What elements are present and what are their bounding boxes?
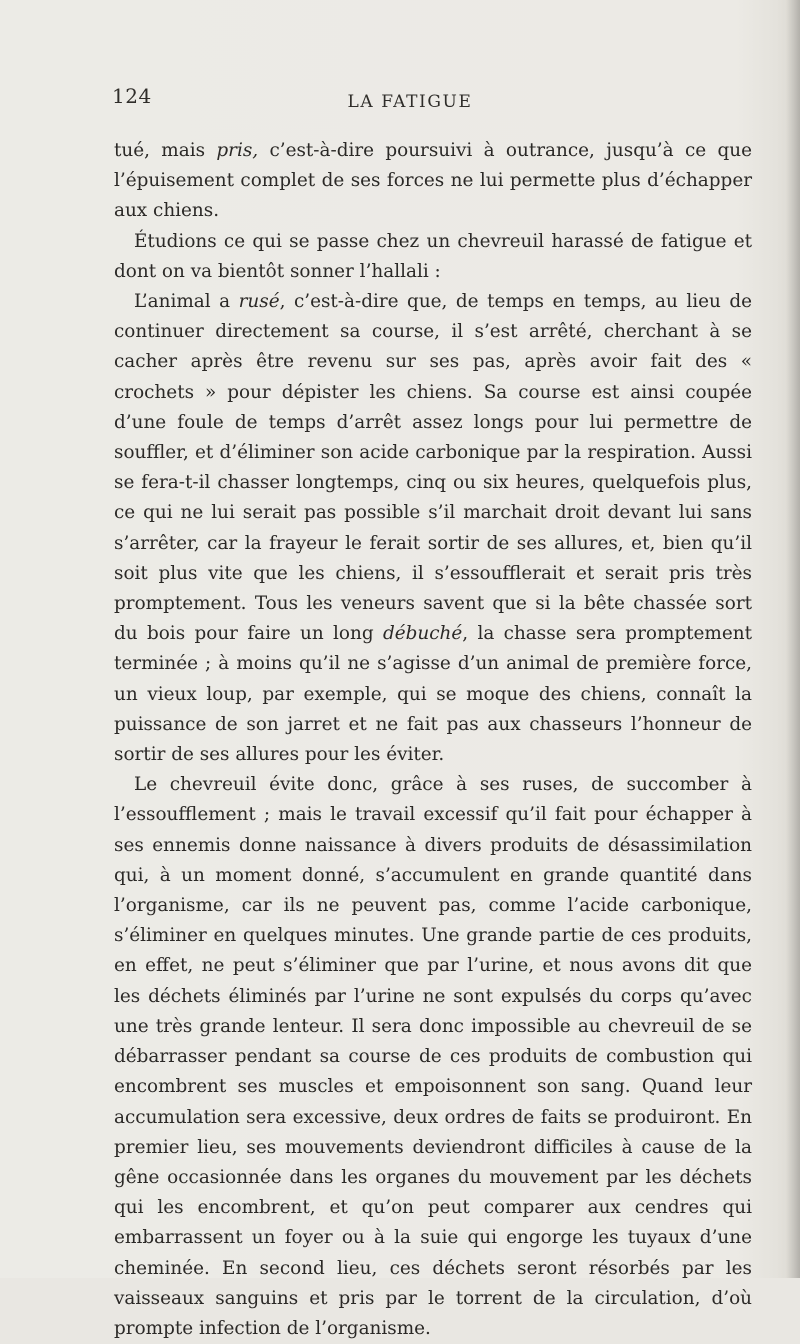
text-run: c’est-à-dire poursuivi à outrance, jusqu’à ce que l’épuisement complet de ses forces ne lui permette plus d’échapper aux chiens. [114, 140, 752, 222]
paragraph: Le chevreuil évite donc, grâce à ses ruses, de succomber à l’essoufflement ; mais le travail excessif qu’il fait pour échapper à ses ennemis donne naissance à divers produits de désassimilation qui, à un moment donné, s’accumulent en grande quantité dans l’organisme, car ils ne peuvent pas, comme l’acide carbonique, s’éliminer en quelques minutes. Une grande partie de ces produits, en effet, ne peut s’éliminer que par l’urine, et nous avons dit que les déchets éliminés par l’urine ne sont expulsés du corps qu’avec une très grande lenteur. Il sera donc impossible au chevreuil de se débarrasser pendant sa course de ces produits de combustion qui encombrent ses muscles et empoisonnent son sang. Quand leur accumulation sera excessive, deux ordres de faits se produiront. En premier lieu, ses mouvements deviendront difficiles à cause de la gêne occasionnée dans les organes du mouvement par les déchets qui les encombrent, et qu’on peut comparer aux cendres qui embarrassent un foyer ou à la suie qui engorge les tuyaux d’une cheminée. En second lieu, ces déchets seront résorbés par les vaisseaux sanguins et pris par le torrent de la circulation, d’où prompte infection de l’organisme. [114, 774, 752, 1339]
italic-term-ruse: rusé [238, 291, 280, 313]
text-run: L’animal a [134, 291, 239, 313]
paragraph [114, 287, 752, 770]
text-run: , c’est-à-dire que, de temps en temps, au lieu de continuer directement sa course, il s’est arrêté, cherchant à se cacher après être revenu sur ses pas, après avoir fait des « crochets » pour dépister les chiens. Sa course est ainsi coupée d’une foule de temps d’arrêt assez longs pour lui permettre de souffler, et d’éliminer son acide carbonique par la respiration. Aussi se fera-t-il chasser longtemps, cinq ou six heures, quelquefois plus, ce qui ne lui serait pas possible s’il marchait droit devant lui sans s’arrêter, car la frayeur le ferait sortir de ses allures, et, bien qu’il soit plus vite que les chiens, il s’essoufflerait et serait pris très promptement. Tous les veneurs savent que si la bête chassée sort du bois pour faire un long [114, 291, 753, 645]
page-edge-shadow [786, 0, 800, 1278]
page-number: 124 [112, 84, 152, 108]
running-title: LA FATIGUE [347, 92, 473, 112]
italic-term-debuche: débuché [382, 623, 463, 645]
text-run: tué, mais [114, 140, 217, 161]
italic-term-pris: pris, [216, 140, 259, 161]
text-run: , la chasse sera promptement terminée ; à moins qu’il ne s’agisse d’un animal de première force, un vieux loup, par exemple, qui se moque des chiens, connaît la puissance de son jarret et ne fait pas aux chasseurs l’honneur de sortir de ses allures pour les éviter. [114, 623, 752, 766]
paragraph-continued [114, 136, 752, 227]
paragraph: Étudions ce qui se passe chez un chevreuil harassé de fatigue et dont on va bientôt sonner l’hallali : [114, 230, 752, 282]
body-text [114, 136, 752, 1344]
